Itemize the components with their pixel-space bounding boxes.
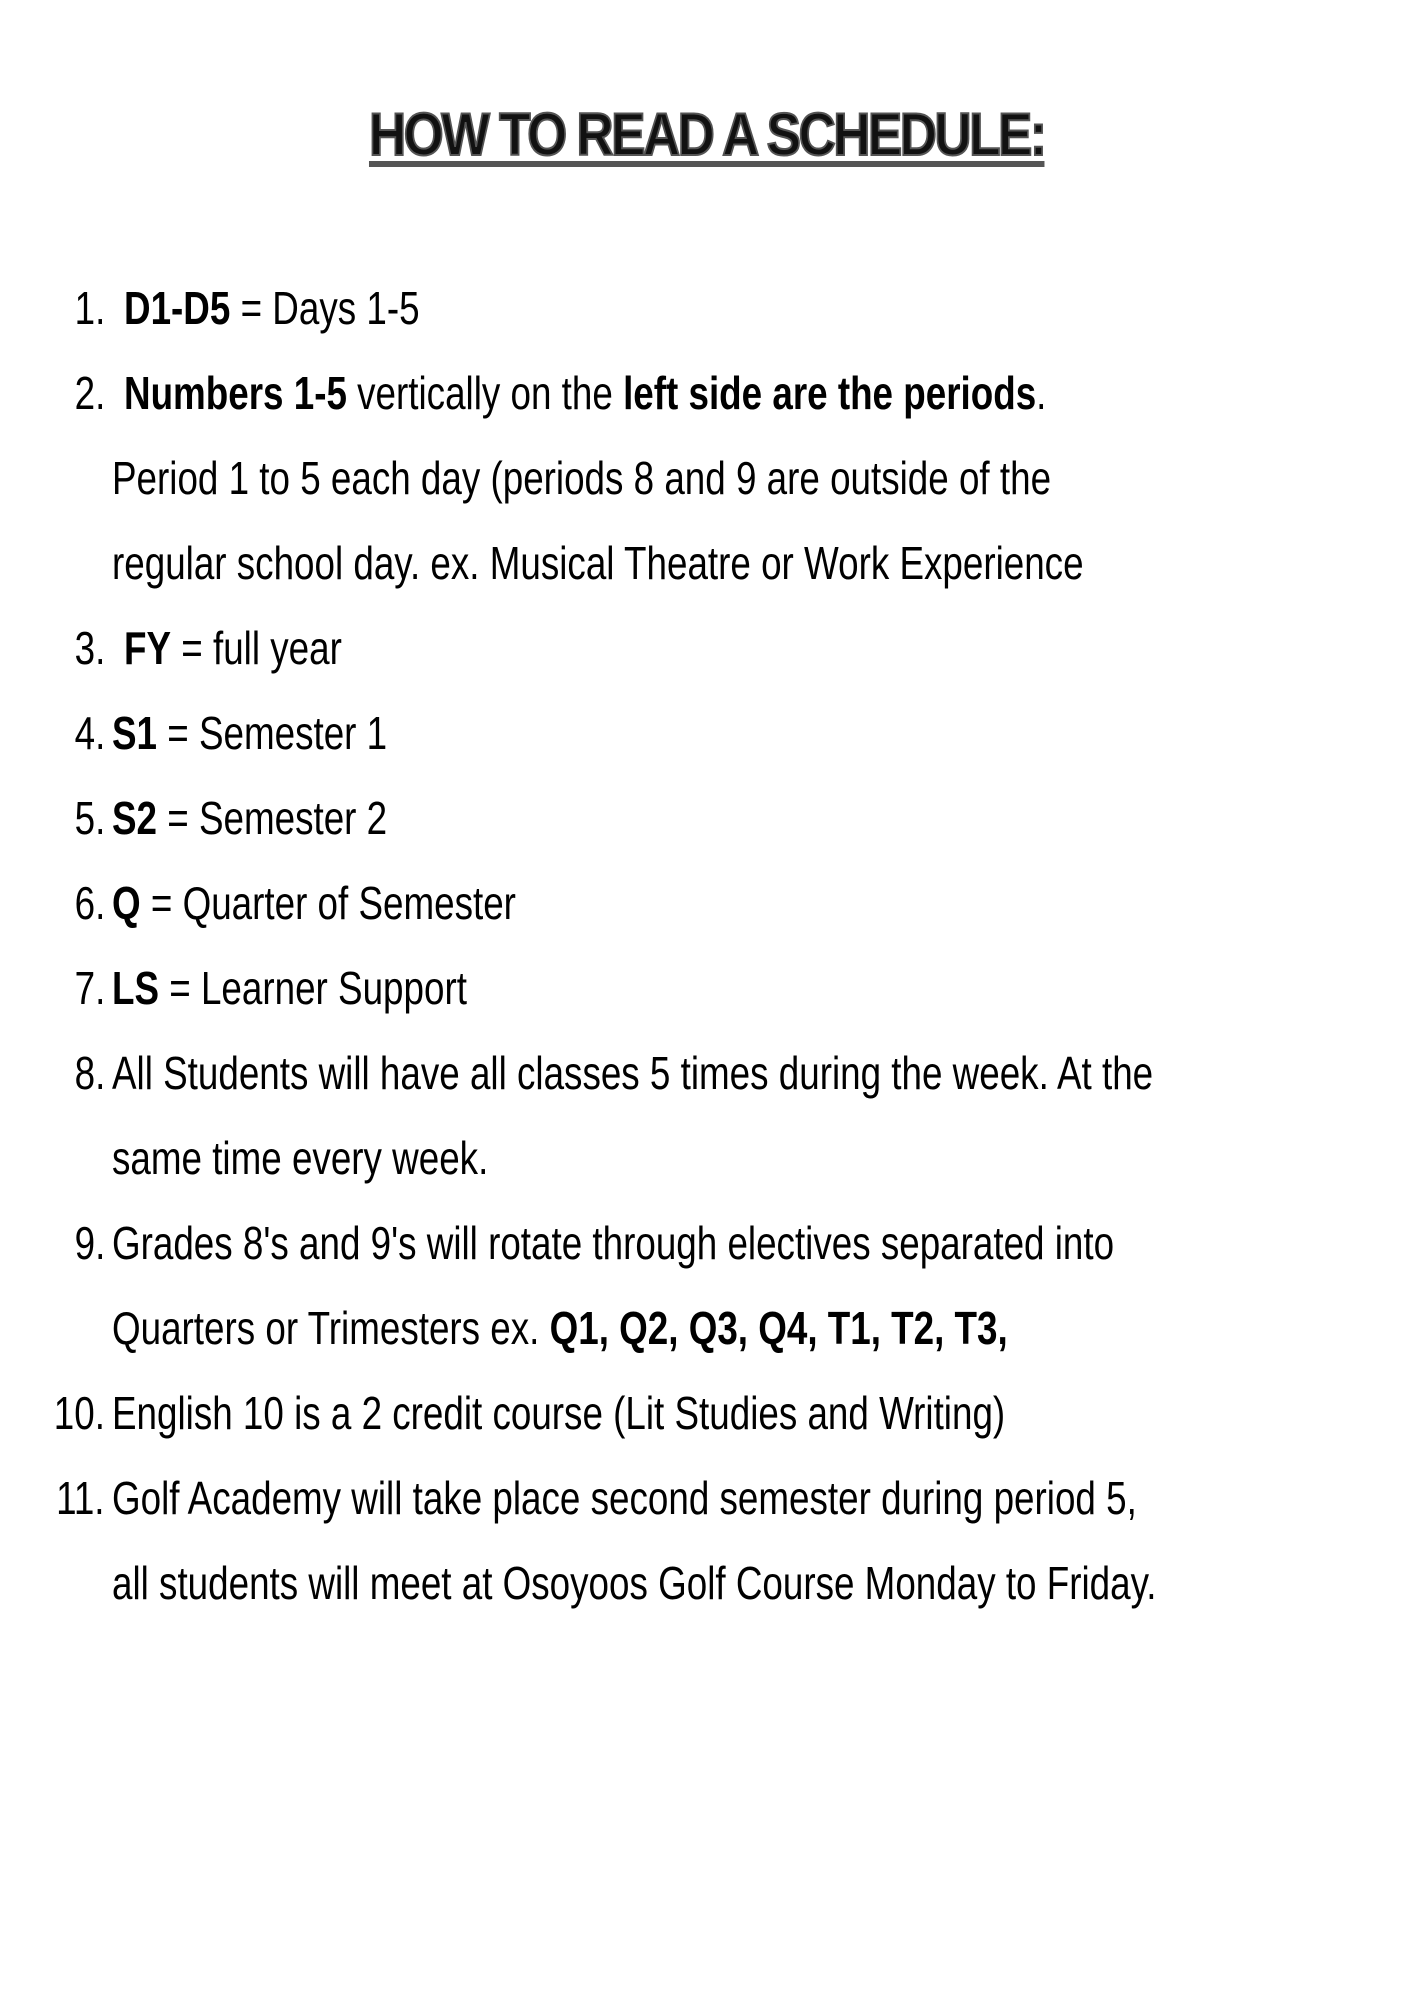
list-item bbox=[0, 363, 1414, 423]
item-number: 11. bbox=[56, 1472, 105, 1524]
item-definition: = Days 1-5 bbox=[230, 282, 420, 334]
item-continuation bbox=[112, 448, 1286, 508]
item-emphasis: Q1, Q2, Q3, Q4, T1, T2, T3, bbox=[549, 1302, 1008, 1354]
item-number: 8. bbox=[74, 1047, 105, 1099]
item-number: 9. bbox=[74, 1217, 105, 1269]
item-number: 7. bbox=[74, 962, 105, 1014]
item-text bbox=[124, 278, 420, 338]
item-definition: = Quarter of Semester bbox=[140, 877, 516, 929]
item-continuation-text: Quarters or Trimesters ex. bbox=[112, 1302, 550, 1354]
item-text bbox=[112, 873, 516, 933]
item-term: S2 bbox=[112, 792, 158, 844]
item-continuation bbox=[112, 533, 1326, 593]
item-number: 4. bbox=[74, 707, 105, 759]
item-punctuation: . bbox=[1036, 367, 1047, 419]
item-definition: = Semester 1 bbox=[157, 707, 388, 759]
list-item bbox=[0, 1043, 1414, 1103]
item-term: LS bbox=[112, 962, 160, 1014]
item-definition: vertically on the bbox=[346, 367, 624, 419]
item-definition: = Learner Support bbox=[159, 962, 467, 1014]
item-number: 6. bbox=[74, 877, 105, 929]
item-definition: = Semester 2 bbox=[157, 792, 388, 844]
list-item bbox=[0, 278, 1414, 338]
list-item bbox=[0, 1383, 1414, 1443]
item-term: Q bbox=[112, 877, 141, 929]
item-number: 2. bbox=[74, 367, 105, 419]
item-term: Numbers 1-5 bbox=[124, 367, 347, 419]
item-text: Grades 8's and 9's will rotate through electives separated into bbox=[112, 1217, 1115, 1269]
page-title-text: HOW TO READ A SCHEDULE: bbox=[369, 101, 1045, 168]
item-text bbox=[112, 703, 387, 763]
item-continuation-text: regular school day. ex. Musical Theatre or Work Experience bbox=[112, 537, 1084, 589]
list-item bbox=[0, 703, 1414, 763]
item-term: S1 bbox=[112, 707, 158, 759]
item-continuation-text: Period 1 to 5 each day (periods 8 and 9 are outside of the bbox=[112, 452, 1052, 504]
item-text bbox=[124, 363, 1046, 423]
item-emphasis: left side are the periods bbox=[623, 367, 1037, 419]
item-continuation bbox=[112, 1298, 1232, 1358]
item-text: English 10 is a 2 credit course (Lit Studies and Writing) bbox=[112, 1387, 1006, 1439]
item-number: 1. bbox=[74, 282, 105, 334]
item-text: All Students will have all classes 5 times during the week. At the bbox=[112, 1047, 1154, 1099]
list-item bbox=[0, 1213, 1414, 1273]
list-item bbox=[0, 958, 1414, 1018]
item-term: FY bbox=[124, 622, 172, 674]
item-text: Golf Academy will take place second semester during period 5, bbox=[112, 1472, 1137, 1524]
item-continuation bbox=[112, 1128, 582, 1188]
item-text bbox=[112, 788, 387, 848]
item-term: D1-D5 bbox=[124, 282, 231, 334]
item-number: 10. bbox=[53, 1387, 105, 1439]
page-title bbox=[0, 100, 1414, 169]
list-item bbox=[0, 618, 1414, 678]
list-item bbox=[0, 873, 1414, 933]
item-number: 5. bbox=[74, 792, 105, 844]
item-number: 3. bbox=[74, 622, 105, 674]
item-text bbox=[112, 958, 467, 1018]
item-definition: = full year bbox=[171, 622, 342, 674]
list-item bbox=[0, 788, 1414, 848]
item-continuation-text: all students will meet at Osoyoos Golf Course Monday to Friday. bbox=[112, 1557, 1157, 1609]
item-text bbox=[124, 618, 342, 678]
list-item bbox=[0, 1468, 1414, 1528]
item-continuation bbox=[112, 1553, 1414, 1613]
item-continuation-text: same time every week. bbox=[112, 1132, 489, 1184]
